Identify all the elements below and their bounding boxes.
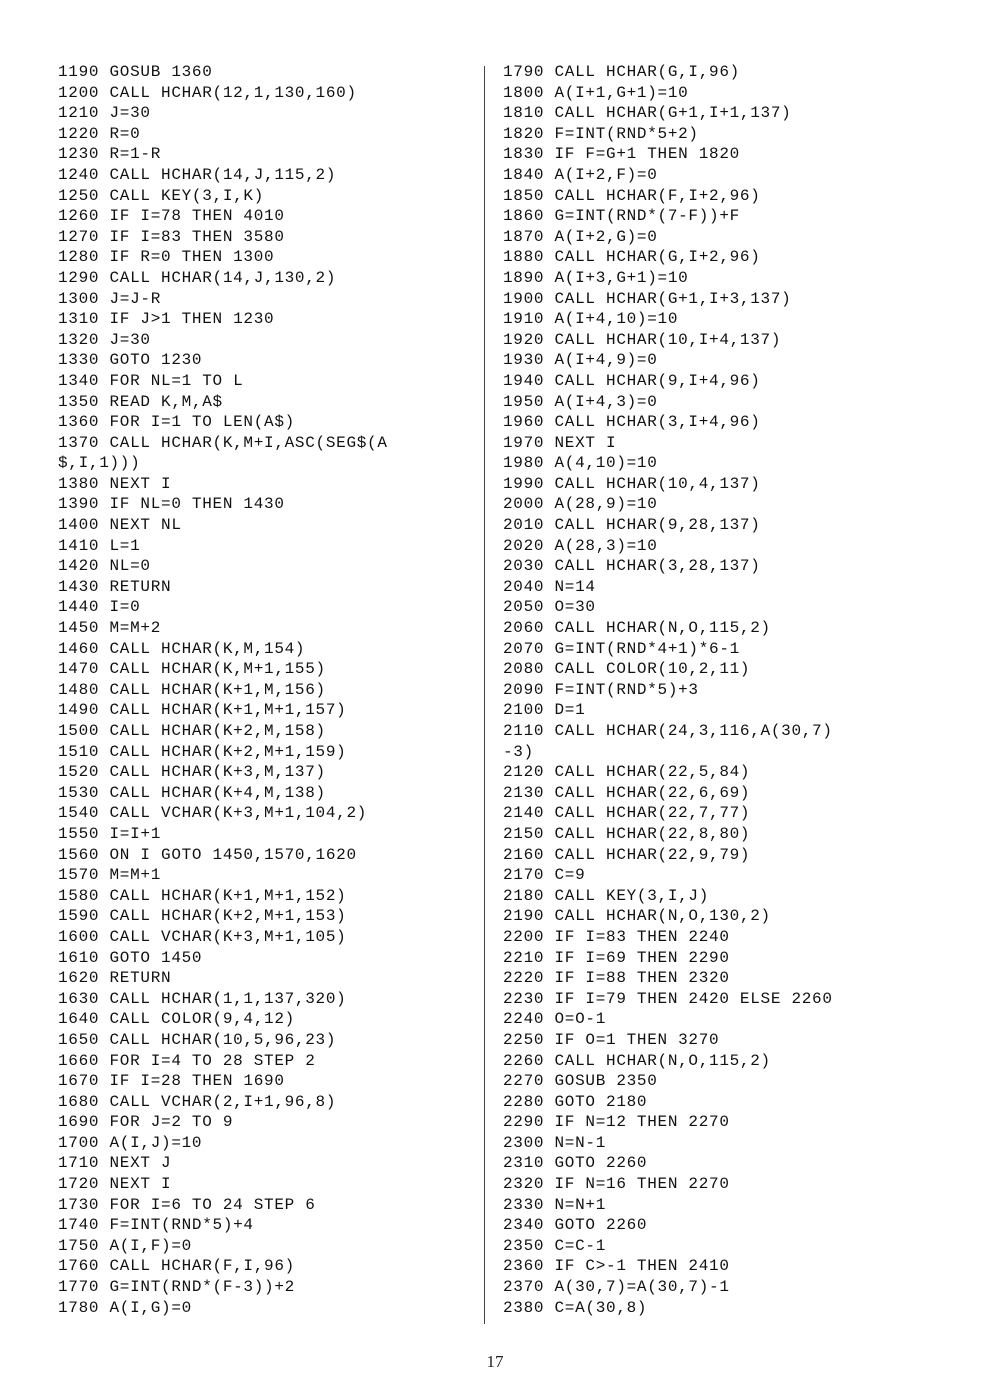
code-line: 1820 F=INT(RND*5+2)	[503, 124, 699, 143]
code-line: 1970 NEXT I	[503, 433, 617, 452]
code-line: 2100 D=1	[503, 701, 586, 720]
code-line: 1300 J=J-R	[58, 289, 162, 308]
code-line: 1240 CALL HCHAR(14,J,115,2)	[58, 165, 337, 184]
right-code-column	[503, 62, 943, 1318]
code-line: 1750 A(I,F)=0	[58, 1236, 192, 1255]
code-line: 1870 A(I+2,G)=0	[503, 227, 658, 246]
code-line: 1710 NEXT J	[58, 1154, 172, 1173]
code-line: 1630 CALL HCHAR(1,1,137,320)	[58, 989, 347, 1008]
code-line: 1730 FOR I=6 TO 24 STEP 6	[58, 1195, 316, 1214]
code-line: 2120 CALL HCHAR(22,5,84)	[503, 763, 751, 782]
code-line: 1200 CALL HCHAR(12,1,130,160)	[58, 83, 357, 102]
code-line: 1760 CALL HCHAR(F,I,96)	[58, 1257, 295, 1276]
left-code-column	[58, 62, 468, 1318]
code-line: 1880 CALL HCHAR(G,I+2,96)	[503, 248, 761, 267]
code-line: 1550 I=I+1	[58, 824, 162, 843]
code-line: 1340 FOR NL=1 TO L	[58, 371, 244, 390]
code-line: 2280 GOTO 2180	[503, 1092, 648, 1111]
code-line: 2060 CALL HCHAR(N,O,115,2)	[503, 619, 771, 638]
code-line: 1430 RETURN	[58, 577, 172, 596]
code-line: 1830 IF F=G+1 THEN 1820	[503, 145, 740, 164]
code-line: 2350 C=C-1	[503, 1236, 607, 1255]
code-line: 1590 CALL HCHAR(K+2,M+1,153)	[58, 907, 347, 926]
code-line: 1990 CALL HCHAR(10,4,137)	[503, 474, 761, 493]
code-line: 2380 C=A(30,8)	[503, 1298, 648, 1317]
code-line: 2250 IF O=1 THEN 3270	[503, 1030, 720, 1049]
code-line: -3)	[503, 742, 534, 761]
code-line: 2360 IF C>-1 THEN 2410	[503, 1257, 730, 1276]
code-line: 1690 FOR J=2 TO 9	[58, 1113, 234, 1132]
code-line: 2190 CALL HCHAR(N,O,130,2)	[503, 907, 771, 926]
code-line: 2230 IF I=79 THEN 2420 ELSE 2260	[503, 989, 833, 1008]
code-line: 1480 CALL HCHAR(K+1,M,156)	[58, 680, 326, 699]
code-line: 1660 FOR I=4 TO 28 STEP 2	[58, 1051, 316, 1070]
page-number: 17	[486, 1352, 504, 1371]
code-line: 1980 A(4,10)=10	[503, 454, 658, 473]
code-line: 2170 C=9	[503, 866, 586, 885]
code-line: 1810 CALL HCHAR(G+1,I+1,137)	[503, 104, 792, 123]
code-line: 2080 CALL COLOR(10,2,11)	[503, 660, 751, 679]
code-line: 1470 CALL HCHAR(K,M+1,155)	[58, 660, 326, 679]
code-line: 1840 A(I+2,F)=0	[503, 165, 658, 184]
code-line: 1580 CALL HCHAR(K+1,M+1,152)	[58, 886, 347, 905]
code-line: 1560 ON I GOTO 1450,1570,1620	[58, 845, 357, 864]
code-line: 1670 IF I=28 THEN 1690	[58, 1072, 285, 1091]
code-line: 1400 NEXT NL	[58, 516, 182, 535]
code-line: 1510 CALL HCHAR(K+2,M+1,159)	[58, 742, 347, 761]
code-line: 2270 GOSUB 2350	[503, 1072, 658, 1091]
code-line: 2130 CALL HCHAR(22,6,69)	[503, 783, 751, 802]
code-line: 2300 N=N-1	[503, 1133, 607, 1152]
code-line: 2110 CALL HCHAR(24,3,116,A(30,7)	[503, 722, 833, 740]
code-line: 1680 CALL VCHAR(2,I+1,96,8)	[58, 1092, 337, 1111]
code-line: 1930 A(I+4,9)=0	[503, 351, 658, 370]
code-line: 1740 F=INT(RND*5)+4	[58, 1216, 254, 1235]
code-line: 1210 J=30	[58, 104, 151, 123]
code-line: 1700 A(I,J)=10	[58, 1133, 203, 1152]
code-line: 1460 CALL HCHAR(K,M,154)	[58, 639, 306, 658]
code-line: 1190 GOSUB 1360	[58, 63, 213, 81]
code-line: 1230 R=1-R	[58, 145, 162, 164]
code-line: 1330 GOTO 1230	[58, 351, 203, 370]
code-line: 2200 IF I=83 THEN 2240	[503, 927, 730, 946]
code-line: 1370 CALL HCHAR(K,M+I,ASC(SEG$(A	[58, 433, 388, 452]
code-line: 2310 GOTO 2260	[503, 1154, 648, 1173]
code-line: 2320 IF N=16 THEN 2270	[503, 1175, 730, 1194]
code-line: 2020 A(28,3)=10	[503, 536, 658, 555]
code-line: 1530 CALL HCHAR(K+4,M,138)	[58, 783, 326, 802]
code-line: 1360 FOR I=1 TO LEN(A$)	[58, 413, 295, 432]
code-line: 1350 READ K,M,A$	[58, 392, 223, 411]
code-line: 1250 CALL KEY(3,I,K)	[58, 186, 265, 205]
column-divider	[484, 66, 485, 1324]
code-line: 1920 CALL HCHAR(10,I+4,137)	[503, 330, 782, 349]
code-line: 1640 CALL COLOR(9,4,12)	[58, 1010, 295, 1029]
code-line: 2330 N=N+1	[503, 1195, 607, 1214]
code-line: 1800 A(I+1,G+1)=10	[503, 83, 689, 102]
code-line: 1450 M=M+2	[58, 619, 162, 638]
code-line: 1950 A(I+4,3)=0	[503, 392, 658, 411]
code-line: 2290 IF N=12 THEN 2270	[503, 1113, 730, 1132]
code-line: 2000 A(28,9)=10	[503, 495, 658, 514]
code-line: 1600 CALL VCHAR(K+3,M+1,105)	[58, 927, 347, 946]
code-line: 1540 CALL VCHAR(K+3,M+1,104,2)	[58, 804, 368, 823]
code-line: 1280 IF R=0 THEN 1300	[58, 248, 275, 267]
code-line: 1390 IF NL=0 THEN 1430	[58, 495, 285, 514]
code-line: 1940 CALL HCHAR(9,I+4,96)	[503, 371, 761, 390]
code-line: 2340 GOTO 2260	[503, 1216, 648, 1235]
code-line: 2010 CALL HCHAR(9,28,137)	[503, 516, 761, 535]
code-line: 1770 G=INT(RND*(F-3))+2	[58, 1278, 295, 1297]
code-line: $,I,1)))	[58, 454, 141, 473]
code-line: 2040 N=14	[503, 577, 596, 596]
code-line: 1410 L=1	[58, 536, 141, 555]
code-line: 1570 M=M+1	[58, 866, 162, 885]
code-line: 2180 CALL KEY(3,I,J)	[503, 886, 710, 905]
code-line: 2050 O=30	[503, 598, 596, 617]
code-line: 1490 CALL HCHAR(K+1,M+1,157)	[58, 701, 347, 720]
code-line: 1320 J=30	[58, 330, 151, 349]
code-line: 2150 CALL HCHAR(22,8,80)	[503, 824, 751, 843]
code-line: 1620 RETURN	[58, 969, 172, 988]
code-line: 1910 A(I+4,10)=10	[503, 310, 679, 329]
code-line: 1290 CALL HCHAR(14,J,130,2)	[58, 268, 337, 287]
code-line: 1610 GOTO 1450	[58, 948, 203, 967]
code-line: 2370 A(30,7)=A(30,7)-1	[503, 1278, 730, 1297]
code-line: 1310 IF J>1 THEN 1230	[58, 310, 275, 329]
code-line: 2140 CALL HCHAR(22,7,77)	[503, 804, 751, 823]
code-line: 1440 I=0	[58, 598, 141, 617]
code-line: 2030 CALL HCHAR(3,28,137)	[503, 557, 761, 576]
code-line: 2090 F=INT(RND*5)+3	[503, 680, 699, 699]
code-line: 2220 IF I=88 THEN 2320	[503, 969, 730, 988]
code-line: 1650 CALL HCHAR(10,5,96,23)	[58, 1030, 337, 1049]
code-line: 1850 CALL HCHAR(F,I+2,96)	[503, 186, 761, 205]
code-line: 2160 CALL HCHAR(22,9,79)	[503, 845, 751, 864]
code-line: 1500 CALL HCHAR(K+2,M,158)	[58, 722, 326, 740]
code-line: 1520 CALL HCHAR(K+3,M,137)	[58, 763, 326, 782]
code-line: 1420 NL=0	[58, 557, 151, 576]
code-line: 2240 O=O-1	[503, 1010, 607, 1029]
code-line: 1380 NEXT I	[58, 474, 172, 493]
code-line: 1720 NEXT I	[58, 1175, 172, 1194]
code-line: 1890 A(I+3,G+1)=10	[503, 268, 689, 287]
code-line: 1220 R=0	[58, 124, 141, 143]
code-line: 1260 IF I=78 THEN 4010	[58, 207, 285, 226]
code-line: 1790 CALL HCHAR(G,I,96)	[503, 63, 740, 81]
code-line: 2070 G=INT(RND*4+1)*6-1	[503, 639, 740, 658]
code-line: 1900 CALL HCHAR(G+1,I+3,137)	[503, 289, 792, 308]
code-line: 2210 IF I=69 THEN 2290	[503, 948, 730, 967]
code-line: 1960 CALL HCHAR(3,I+4,96)	[503, 413, 761, 432]
code-line: 2260 CALL HCHAR(N,O,115,2)	[503, 1051, 771, 1070]
code-line: 1780 A(I,G)=0	[58, 1298, 192, 1317]
code-line: 1860 G=INT(RND*(7-F))+F	[503, 207, 740, 226]
code-line: 1270 IF I=83 THEN 3580	[58, 227, 285, 246]
